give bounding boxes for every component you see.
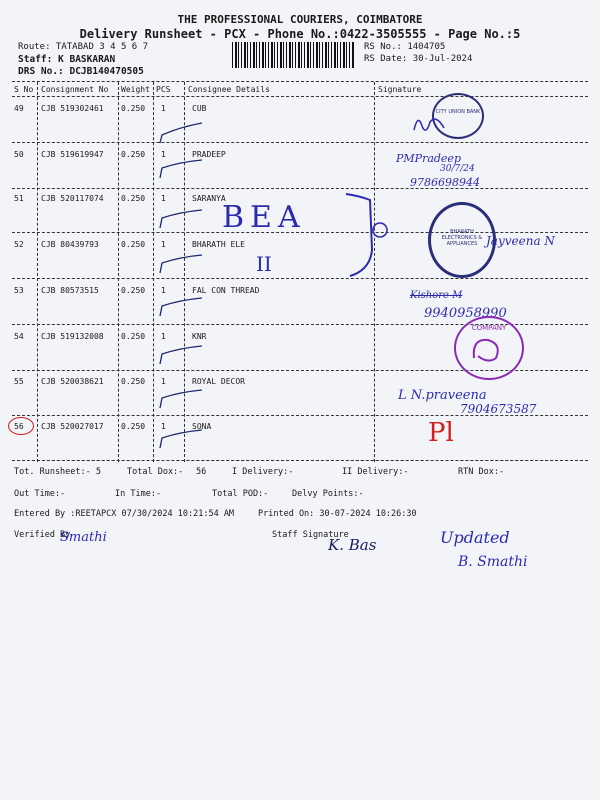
row-consignment-no: CJB 520038621 — [41, 377, 104, 386]
company-stamp-text: COMPANY — [471, 324, 507, 332]
row-weight: 0.250 — [121, 240, 146, 249]
row-consignment-no: CJB 519132008 — [41, 332, 104, 341]
tick-marks-52 — [150, 245, 210, 285]
row-consignment-no: CJB 519302461 — [41, 104, 104, 113]
footer-rule — [12, 460, 588, 461]
tick-marks-51 — [150, 200, 210, 240]
in-time: In Time:- — [115, 489, 162, 499]
row-pcs: 1 — [161, 332, 166, 341]
printed-on: Printed On: 30-07-2024 10:26:30 — [258, 509, 417, 519]
verified-by: Verified By — [14, 530, 71, 540]
row-consignee: KNR — [192, 332, 207, 341]
r50-signature: PMPradeep — [396, 152, 461, 165]
row-separator — [12, 188, 588, 189]
col-pcs: PCS — [156, 85, 171, 94]
total-pod: Total POD:- — [212, 489, 269, 499]
r53-signature: Kishore M — [410, 290, 463, 301]
row-pcs: 1 — [161, 377, 166, 386]
r50-phone: 9786698944 — [410, 176, 480, 189]
tick-marks-56 — [150, 420, 210, 460]
row-sno: 55 — [14, 377, 24, 386]
col-sno: S No — [14, 85, 34, 94]
row-weight: 0.250 — [121, 422, 146, 431]
r55-phone: 7904673587 — [460, 402, 537, 416]
row-pcs: 1 — [161, 150, 166, 159]
row-consignment-no: CJB 520117074 — [41, 194, 104, 203]
cub-signature — [410, 108, 450, 138]
row-consignee: FAL CON THREAD — [192, 286, 260, 295]
row-consignment-no: CJB 80439793 — [41, 240, 99, 249]
row-weight: 0.250 — [121, 286, 146, 295]
row-weight: 0.250 — [121, 194, 146, 203]
updated-note: Updated — [440, 528, 510, 547]
row-sno: 53 — [14, 286, 24, 295]
i-delivery: I Delivery:- — [232, 467, 294, 477]
drs-number: DRS No.: DCJB140470505 — [18, 66, 144, 77]
header-rule-top — [12, 81, 588, 82]
company-title: THE PROFESSIONAL COURIERS, COIMBATORE — [177, 13, 423, 26]
row-sno: 51 — [14, 194, 24, 203]
updated-by: B. Smathi — [458, 554, 528, 570]
bracket-mark — [340, 190, 390, 290]
tick-marks-54 — [150, 336, 210, 376]
col-consignee: Consignee Details — [188, 85, 270, 94]
ii-mark: II — [256, 252, 272, 276]
row-weight: 0.250 — [121, 150, 146, 159]
col-consignment: Consignment No — [41, 85, 109, 94]
verified-signature: Smathi — [60, 530, 107, 545]
barcode — [232, 42, 354, 68]
row-consignee: SONA — [192, 422, 212, 431]
row-pcs: 1 — [161, 286, 166, 295]
rtn-dox: RTN Dox:- — [458, 467, 505, 477]
route-label: Route: TATABAD 3 4 5 6 7 — [18, 42, 149, 52]
row-consignee: CUB — [192, 104, 207, 113]
staff-signature-label: Staff Signature — [272, 530, 349, 540]
cub-stamp-text: CITY UNION BANK — [435, 109, 481, 115]
tick-marks-53 — [150, 288, 210, 328]
company-stamp-mark — [468, 334, 508, 366]
row-consignment-no: CJB 80573515 — [41, 286, 99, 295]
row-weight: 0.250 — [121, 104, 146, 113]
row-pcs: 1 — [161, 194, 166, 203]
entered-by: Entered By :REETAPCX 07/30/2024 10:21:54 AM — [14, 509, 235, 519]
row-sno: 52 — [14, 240, 24, 249]
col-signature: Signature — [378, 85, 422, 94]
row-separator — [12, 142, 588, 143]
row-weight: 0.250 — [121, 377, 146, 386]
row-pcs: 1 — [161, 422, 166, 431]
row-weight: 0.250 — [121, 332, 146, 341]
tick-marks-49 — [150, 105, 210, 155]
ii-delivery: II Delivery:- — [342, 467, 409, 477]
row-sno: 56 — [14, 422, 24, 431]
row-pcs: 1 — [161, 104, 166, 113]
row-consignment-no: CJB 519619947 — [41, 150, 104, 159]
col-sep — [118, 82, 119, 462]
r56-signature: Pl — [428, 418, 454, 448]
total-dox-value: 56 — [196, 467, 207, 477]
row-consignee: ROYAL DECOR — [192, 377, 245, 386]
rs-date: RS Date: 30-Jul-2024 — [364, 54, 473, 64]
bea-mark: BEA — [222, 200, 306, 235]
row-sno: 54 — [14, 332, 24, 341]
row-consignee: SARANYA — [192, 194, 226, 203]
row-separator — [12, 278, 588, 279]
row-pcs: 1 — [161, 240, 166, 249]
row-consignee: BHARATH ELE — [192, 240, 245, 249]
rs-number: RS No.: 1404705 — [364, 42, 446, 52]
col-weight: Weight — [121, 85, 150, 94]
company-stamp — [454, 316, 524, 380]
row-consignee: PRADEEP — [192, 150, 226, 159]
r53-phone: 9940958990 — [424, 306, 507, 321]
r52-signature: Jayveena N — [486, 234, 555, 248]
row-sno: 50 — [14, 150, 24, 159]
total-runsheet: Tot. Runsheet:- 5 — [14, 467, 101, 477]
delvy-points: Delvy Points:- — [292, 489, 364, 499]
staff-signature: K. Bas — [328, 536, 377, 554]
runsheet-subtitle: Delivery Runsheet - PCX - Phone No.:0422-3505555 - Page No.:5 — [79, 27, 521, 41]
r55-signature: L N.praveena — [398, 388, 487, 403]
tick-marks-55 — [150, 380, 210, 420]
staff-label: Staff: K BASKARAN — [18, 54, 116, 65]
bharath-stamp-text: BHARATH ELECTRONICS & APPLIANCES — [441, 229, 483, 247]
col-sep — [37, 82, 38, 462]
out-time: Out Time:- — [14, 489, 66, 499]
r50-date: 30/7/24 — [440, 164, 475, 174]
row-56-red-circle — [8, 417, 34, 435]
row-sno: 49 — [14, 104, 24, 113]
tick-marks-50 — [150, 150, 210, 190]
row-consignment-no: CJB 520027017 — [41, 422, 104, 431]
total-dox-label: Total Dox:- — [127, 467, 184, 477]
header-rule-bottom — [12, 96, 588, 97]
